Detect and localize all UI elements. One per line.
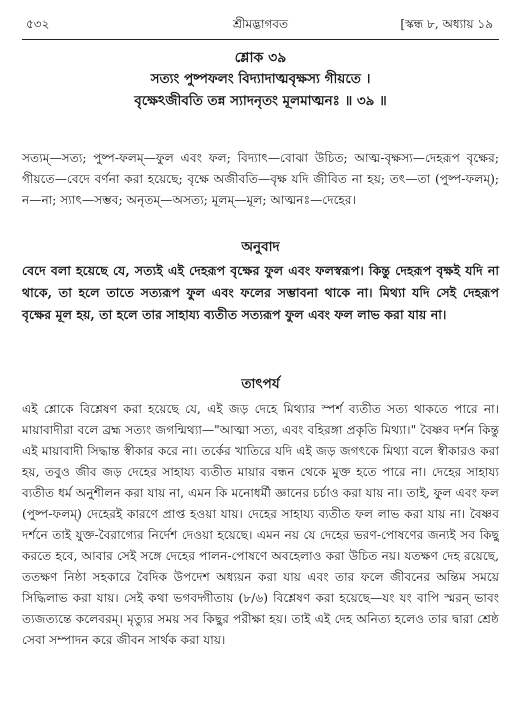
purport-block (22, 399, 499, 651)
verse-line-2: বৃক্ষেঽজীবতি তন্ন স্যাদনৃতং মূলমাত্মনঃ ॥ ৩৯ ॥ (134, 93, 387, 109)
book-title: শ্রীমদ্ভাগবত (232, 17, 288, 31)
translation-heading: অনুবাদ (241, 239, 280, 255)
synonyms-text: সত্যম্—সত্য; পুষ্প-ফলম্—ফুল এবং ফল; বিদ্যাৎ—বোঝা উচিত; আত্ম-বৃক্ষস্য—দেহরূপ বৃক্ষের; গীয়তে—বেদে বর্ণনা করা হয়েছে; বৃক্ষে অজীবতি—বৃক্ষ যদি জীবিত না হয়; তৎ—তা (পুষ্প-ফলম্); ন—না; স্যাৎ—সম্ভব; অনৃতম্—অসত্য; মূলম্—মূল; আত্মনঃ—দেহের। (22, 151, 499, 207)
synonyms-block (22, 148, 499, 211)
page-header (22, 10, 499, 38)
verse-line-1: সত্যং পুষ্পফলং বিদ্যাদাত্মবৃক্ষস্য গীয়তে । (150, 71, 371, 87)
purport-heading: তাৎপর্য (241, 376, 280, 392)
header-rule (22, 39, 499, 40)
translation-text: বেদে বলা হয়েছে যে, সত্যই এই দেহরূপ বৃক্ষের ফুল এবং ফলস্বরূপ। কিন্তু দেহরূপ বৃক্ষই যদি না থাকে, তা হলে তাতে সত্যরূপ ফুল এবং ফলের সম্ভাবনা থাকে না। মিথ্যা যদি সেই দেহরূপ বৃক্ষের মূল হয়, তা হলে তার সাহায্য ব্যতীত সত্যরূপ ফুল এবং ফল লাভ করা যায় না। (22, 263, 499, 322)
chapter-reference: [স্কন্ধ ৮, অধ্যায় ১৯ (400, 17, 493, 31)
verse-block (22, 48, 499, 112)
purport-text: এই শ্লোকে বিশ্লেষণ করা হয়েছে যে, এই জড় দেহে মিথ্যার স্পর্শ ব্যতীত সত্য থাকতে পারে না। মায়াবাদীরা বলে ব্রহ্ম সত্যং জগন্মিথ্যা—"আত্মা সত্য, এবং বহিরঙ্গা প্রকৃতি মিথ্যা।" বৈষ্ণব দর্শন কিন্তু এই মায়াবাদী সিদ্ধান্ত স্বীকার করে না। তর্কের খাতিরে যদি এই জড় জগৎকে মিথ্যা বলে স্বীকারও করা হয়, তবুও জীব জড় দেহের সাহায্য ব্যতীত মায়ার বন্ধন থেকে মুক্ত হতে পারে না। দেহের সাহায্য ব্যতীত ধর্ম অনুশীলন করা যায় না, এমন কি মনোধর্মী জ্ঞানের চর্চাও করা যায় না। তাই, ফুল এবং ফল (পুষ্প-ফলম্) দেহেরই কারণে প্রাপ্ত হওয়া যায়। দেহের সাহায্য ব্যতীত ফল লাভ করা যায় না। বৈষ্ণব দর্শনে তাই যুক্ত-বৈরাগ্যের নির্দেশ দেওয়া হয়েছে। এমন নয় যে দেহের ভরণ-পোষণের জন্যই সব কিছু করতে হবে, আবার সেই সঙ্গে দেহের পালন-পোষণে অবহেলাও করা উচিত নয়। যতক্ষণ দেহ রয়েছে, ততক্ষণ নিষ্ঠা সহকারে বৈদিক উপদেশ অধ্যয়ন করা যায় এবং তার ফলে জীবনের অন্তিম সময়ে সিদ্ধিলাভ করা যায়। সেই কথা ভগবদ্গীতায় (৮/৬) বিশ্লেষণ করা হয়েছে—যং যং বাপি স্মরন্ ভাবং ত্যজত্যন্তে কলেবরম্। মৃত্যুর সময় সব কিছুর পরীক্ষা হয়। তাই এই দেহ অনিত্য হলেও তার দ্বারা শ্রেষ্ঠ সেবা সম্পাদন করে জীবন সার্থক করা যায়। (22, 402, 499, 647)
page-number: ৫৩২ (26, 17, 50, 31)
verse-heading: শ্লোক ৩৯ (234, 50, 287, 66)
translation-block (22, 260, 499, 326)
